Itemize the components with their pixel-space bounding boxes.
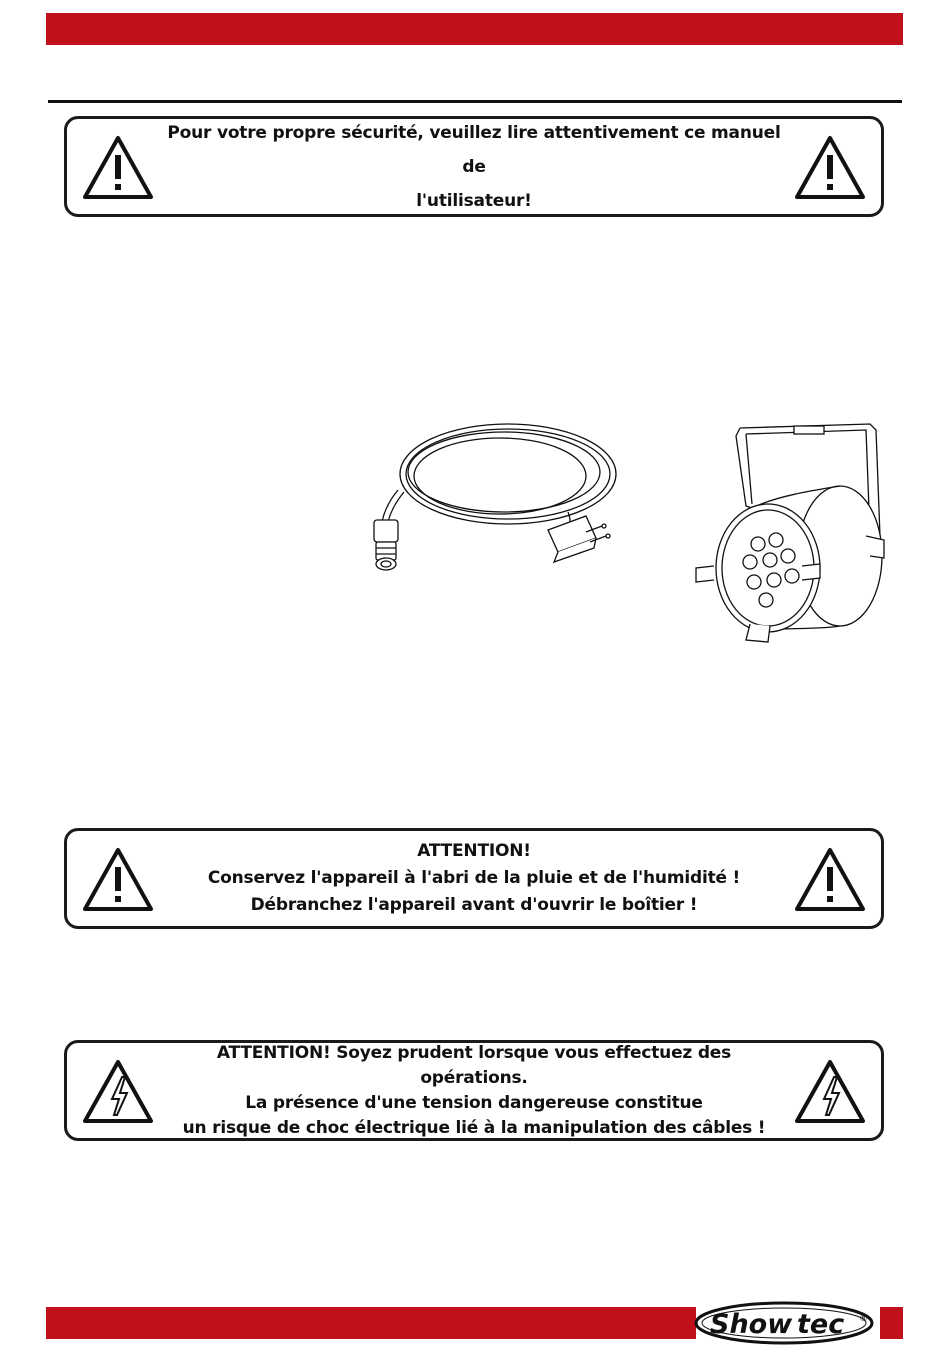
notice-line: l'utilisateur! — [416, 190, 532, 211]
showtec-logo — [694, 1301, 878, 1345]
warning-line: Débranchez l'appareil avant d'ouvrir le boîtier ! — [250, 895, 698, 915]
electric-shock-icon — [81, 1057, 155, 1125]
warning-line: Conservez l'appareil à l'abri de la pluie et de l'humidité ! — [207, 868, 741, 888]
warning-line: La présence d'une tension dangereuse constitue — [245, 1092, 703, 1113]
warning-line: un risque de choc électrique lié à la manipulation des câbles ! — [182, 1117, 766, 1138]
header-bar — [46, 13, 903, 45]
power-cable-illustration — [358, 412, 620, 582]
safety-notice-box — [64, 116, 884, 217]
warning-exclamation-icon — [793, 845, 867, 913]
warning-line: ATTENTION! Soyez prudent lorsque vous effectuez des opérations. — [216, 1042, 732, 1088]
warning-exclamation-icon — [81, 133, 155, 201]
svg-text:®: ® — [859, 1314, 868, 1324]
electric-shock-icon — [793, 1057, 867, 1125]
notice-line: Pour votre propre sécurité, veuillez lire attentivement ce manuel de — [167, 122, 781, 177]
svg-text:tec: tec — [797, 1309, 845, 1340]
humidity-warning-box — [64, 828, 884, 929]
header-rule — [48, 100, 902, 103]
electric-warning-box — [64, 1040, 884, 1141]
svg-text:Show: Show — [710, 1309, 793, 1340]
footer-bar-end — [880, 1307, 903, 1339]
warning-title: ATTENTION! — [417, 841, 531, 861]
led-par-can-illustration — [690, 416, 890, 648]
warning-exclamation-icon — [793, 133, 867, 201]
footer-bar — [46, 1307, 696, 1339]
warning-exclamation-icon — [81, 845, 155, 913]
